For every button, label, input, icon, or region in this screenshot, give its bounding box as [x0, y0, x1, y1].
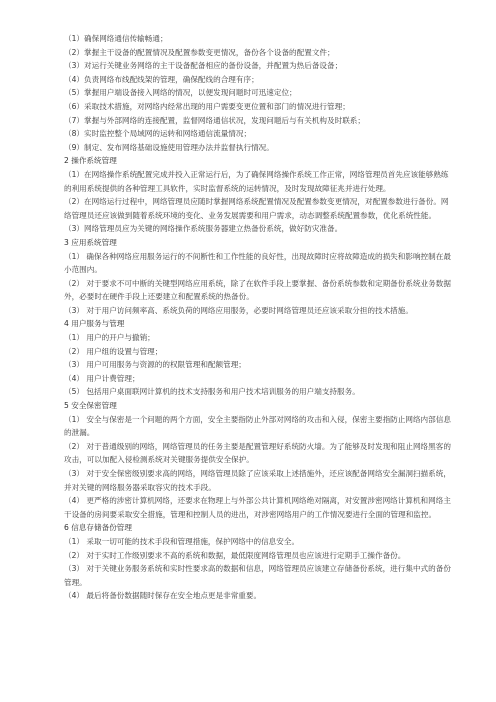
text-line: （4） 最后将备份数据随时保存在安全地点更是非常重要。 [64, 591, 262, 601]
text-line: （3）对运行关键业务网络的主干设备配备相应的备份设备，并配置为热后备设备； [64, 61, 343, 71]
text-line: （7）掌握与外部网络的连接配置，监督网络通信状况，发现问题后与有关机构及时联系； [64, 115, 365, 125]
paragraph: （2）在网络运行过程中，网络管理员应随时掌握网络系统配置情况及配置参数变更情况，对配置参数进行备份。网络管理员还应该做到随着系统环境的变化、业务发展需要和用户需求，动态调整系统配置参数，优化系统性能。 [64, 197, 449, 220]
text-line: （4） 用户计费管理； [64, 373, 140, 383]
text-line: （2） 对于实时工作级别要求不高的系统和数据，最低限度网络管理员也应该进行定期手工操作备份。 [64, 550, 406, 560]
text-line: （5） 包括用户桌面联网计算机的技术支持服务和用户技术培训服务的用户端支持服务。 [64, 387, 360, 397]
text-line: （8）实时监控整个局域网的运转和网络通信流量情况； [64, 129, 252, 139]
paragraph: （3） 对于安全保密级别要求高的网络，网络管理员除了应该采取上述措施外，还应该配备网络安全漏洞扫描系统，并对关键的网络服务器采取容灾的技术手段。 [64, 469, 451, 492]
text-line: （9）制定、发布网络基础设施使用管理办法并监督执行情况。 [64, 142, 274, 152]
paragraph: （3） 对于关键业务服务系统和实时性要求高的数据和信息，网络管理员应该建立存储备份系统，进行集中式的备份管理。 [64, 564, 451, 587]
paragraph: （1）在网络操作系统配置完成并投入正常运行后，为了确保网络操作系统工作正常，网络管理员首先应该能够熟练的利用系统提供的各种管理工具软件，实时监督系统的运转情况，及时发现故障征兆并进行处理。 [64, 169, 449, 193]
text-line: （3）网络管理员应为关键的网络操作系统服务器建立热备份系统，做好防灾准备。 [64, 224, 343, 234]
section-heading: 4 用户服务与管理 [64, 319, 125, 329]
paragraph: （1） 确保各种网络应用服务运行的不间断性和工作性能的良好性，出现故障时应将故障造成的损失和影响控制在最小范围内。 [64, 251, 451, 275]
paragraph: （2） 对于要求不可中断的关键型网络应用系统，除了在软件手段上要掌握、备份系统参数和定期备份系统业务数据外，必要时在硬件手段上还要建立和配置系统的热备份。 [64, 278, 451, 302]
text-line: （2） 用户组的设置与管理； [64, 346, 163, 356]
section-heading: 5 安全保密管理 [64, 401, 117, 411]
paragraph: （4） 更严格的涉密计算机网络，还要求在物理上与外部公共计算机网络绝对隔离，对安置涉密网络计算机和网络主干设备的房间要采取安全措施，管理和控制人员的进出，对涉密网络用户的工作情况要进行全面的管理和监控。 [64, 496, 451, 519]
section-heading: 2 操作系统管理 [64, 156, 117, 166]
section-heading: 6 信息存储备份管理 [64, 523, 132, 533]
paragraph: （1） 安全与保密是一个问题的两个方面，安全主要指防止外部对网络的攻击和入侵，保密主要指防止网络内部信息的泄漏。 [64, 414, 451, 438]
text-line: （1）确保网络通信传输畅通； [64, 34, 168, 43]
text-line: （3） 对于用户访问频率高、系统负荷的网络应用服务，必要时网络管理员还应该采取分担的技术措施。 [64, 305, 413, 315]
paragraph: （2） 对于普通级别的网络，网络管理员的任务主要是配置管理好系统防火墙。为了能够及时发现和阻止网络黑客的攻击，可以加配入侵检测系统对关键服务提供安全保护。 [64, 441, 451, 465]
text-line: （6）采取技术措施，对网络内经常出现的用户需要变更位置和部门的情况进行管理； [64, 101, 350, 111]
text-line: （5）掌握用户端设备接入网络的情况，以便发现问题时可迅速定位； [64, 88, 297, 98]
text-line: （1） 采取一切可能的技术手段和管理措施，保护网络中的信息安全。 [64, 536, 300, 546]
text-line: （3） 用户可用服务与资源的的权限管理和配额管理； [64, 360, 246, 370]
section-heading: 3 应用系统管理 [64, 237, 117, 247]
text-line: （2）掌握主干设备的配置情况及配置参数变更情况，备份各个设备的配置文件； [64, 47, 335, 57]
text-line: （4）负责网络布线配线架的管理，确保配线的合理有序； [64, 74, 259, 84]
text-line: （1） 用户的开户与撤销； [64, 333, 155, 343]
